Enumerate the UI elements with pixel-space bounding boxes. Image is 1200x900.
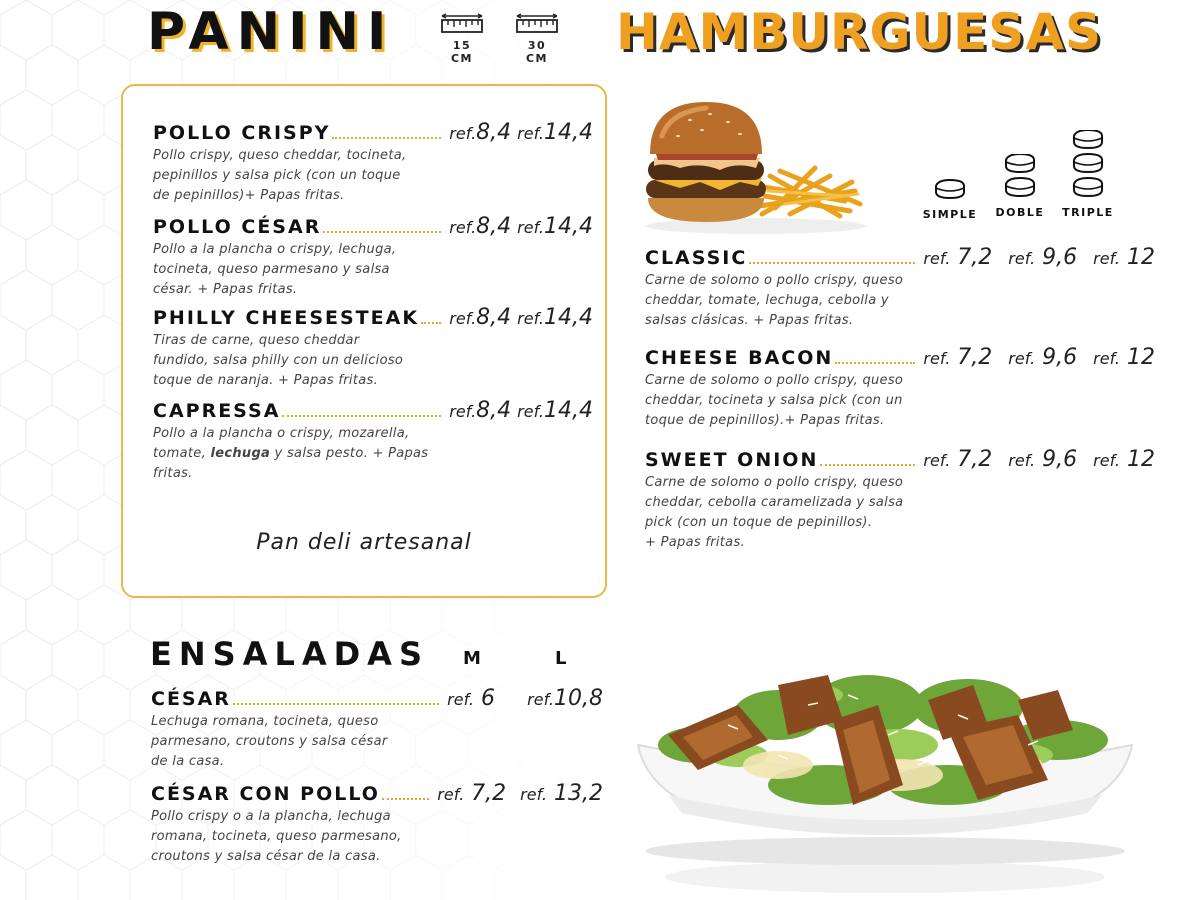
dot-leader	[382, 798, 429, 800]
size-simple: SIMPLE	[920, 178, 980, 221]
price-30: ref.14,4	[517, 120, 593, 145]
item-name: POLLO CÉSAR	[153, 216, 322, 238]
item-name: CÉSAR	[151, 688, 231, 710]
patty-icon	[930, 178, 970, 204]
size-label: 30 CM	[525, 39, 549, 65]
ensaladas-heading: ENSALADAS	[150, 635, 429, 673]
price-15: ref.8,4	[449, 214, 512, 239]
price-l: ref. 13,2	[520, 781, 603, 806]
price-triple: ref. 12	[1093, 447, 1155, 472]
price-simple: ref. 7,2	[923, 245, 993, 270]
menu-item-sweet-onion	[645, 447, 1155, 553]
menu-item-pollo-crispy	[153, 120, 593, 206]
item-description: Pollo a la plancha o crispy, mozarella, tomate, lechuga y salsa pesto. + Papas fritas.	[153, 426, 429, 481]
size-m-label: M	[463, 648, 481, 669]
price-m: ref. 6	[447, 686, 496, 711]
price-15: ref.8,4	[449, 305, 512, 330]
price-doble: ref. 9,6	[1008, 345, 1078, 370]
item-name: CAPRESSA	[153, 400, 281, 422]
size-l-label: L	[555, 648, 567, 669]
ruler-icon	[440, 12, 484, 36]
size-label: 15 CM	[450, 39, 474, 65]
item-name: POLLO CRISPY	[153, 122, 331, 144]
dot-leader	[233, 703, 439, 705]
dot-leader	[332, 137, 441, 139]
price-doble: ref. 9,6	[1008, 245, 1078, 270]
salad-image	[628, 645, 1142, 900]
menu-item-cesar-con-pollo	[151, 781, 603, 867]
dot-leader	[421, 322, 441, 324]
dot-leader	[282, 415, 441, 417]
item-description: Tiras de carne, queso cheddar fundido, salsa philly con un delicioso toque de naranja. + Papas fritas.	[153, 333, 404, 388]
panini-footer-note: Pan deli artesanal	[256, 530, 472, 555]
price-triple: ref. 12	[1093, 345, 1155, 370]
item-description: Carne de solomo o pollo crispy, queso cheddar, cebolla caramelizada y salsa pick (con un toque de pepinillos). + Papas fritas.	[645, 475, 904, 550]
dot-leader	[820, 464, 915, 466]
price-m: ref. 7,2	[437, 781, 507, 806]
item-description: Carne de solomo o pollo crispy, queso cheddar, tocineta y salsa pick (con un toque de pepinillos).+ Papas fritas.	[645, 373, 904, 428]
price-30: ref.14,4	[517, 398, 593, 423]
ruler-icon	[515, 12, 559, 36]
item-name: PHILLY CHEESESTEAK	[153, 307, 420, 329]
menu-item-philly-cheesesteak	[153, 305, 593, 391]
item-name: SWEET ONION	[645, 449, 819, 471]
price-l: ref.10,8	[527, 686, 603, 711]
menu-item-pollo-cesar	[153, 214, 593, 300]
panini-size-15	[440, 12, 484, 65]
item-description: Pollo crispy o a la plancha, lechuga romana, tocineta, queso parmesano, croutons y salsa césar de la casa.	[151, 809, 402, 864]
size-triple: TRIPLE	[1058, 130, 1118, 219]
menu-item-classic	[645, 245, 1155, 331]
price-simple: ref. 7,2	[923, 447, 993, 472]
price-triple: ref. 12	[1093, 245, 1155, 270]
menu-item-capressa	[153, 398, 593, 484]
panini-heading: PANINI	[147, 2, 395, 62]
menu-item-cheese-bacon	[645, 345, 1155, 431]
price-15: ref.8,4	[449, 398, 512, 423]
size-doble: DOBLE	[990, 154, 1050, 219]
item-name: CHEESE BACON	[645, 347, 834, 369]
panini-size-30	[515, 12, 559, 65]
hamburguesas-heading: HAMBURGUESAS	[616, 3, 1103, 61]
price-doble: ref. 9,6	[1008, 447, 1078, 472]
menu-item-cesar	[151, 686, 603, 772]
dot-leader	[323, 231, 441, 233]
item-description: Pollo crispy, queso cheddar, tocineta, pepinillos y salsa pick (con un toque de pepinillos)+ Papas fritas.	[153, 148, 407, 203]
item-description: Carne de solomo o pollo crispy, queso cheddar, tomate, lechuga, cebolla y salsas clásicas. + Papas fritas.	[645, 273, 904, 328]
patty-icon	[1068, 130, 1108, 202]
item-name: CÉSAR CON POLLO	[151, 783, 380, 805]
price-30: ref.14,4	[517, 305, 593, 330]
burger-fries-image	[640, 96, 872, 236]
item-name: CLASSIC	[645, 247, 748, 269]
dot-leader	[749, 262, 915, 264]
price-simple: ref. 7,2	[923, 345, 993, 370]
price-30: ref.14,4	[517, 214, 593, 239]
patty-icon	[1000, 154, 1040, 202]
item-description: Lechuga romana, tocineta, queso parmesano, croutons y salsa césar de la casa.	[151, 714, 388, 769]
item-description: Pollo a la plancha o crispy, lechuga, tocineta, queso parmesano y salsa césar. + Papas fritas.	[153, 242, 397, 297]
dot-leader	[835, 362, 915, 364]
price-15: ref.8,4	[449, 120, 512, 145]
